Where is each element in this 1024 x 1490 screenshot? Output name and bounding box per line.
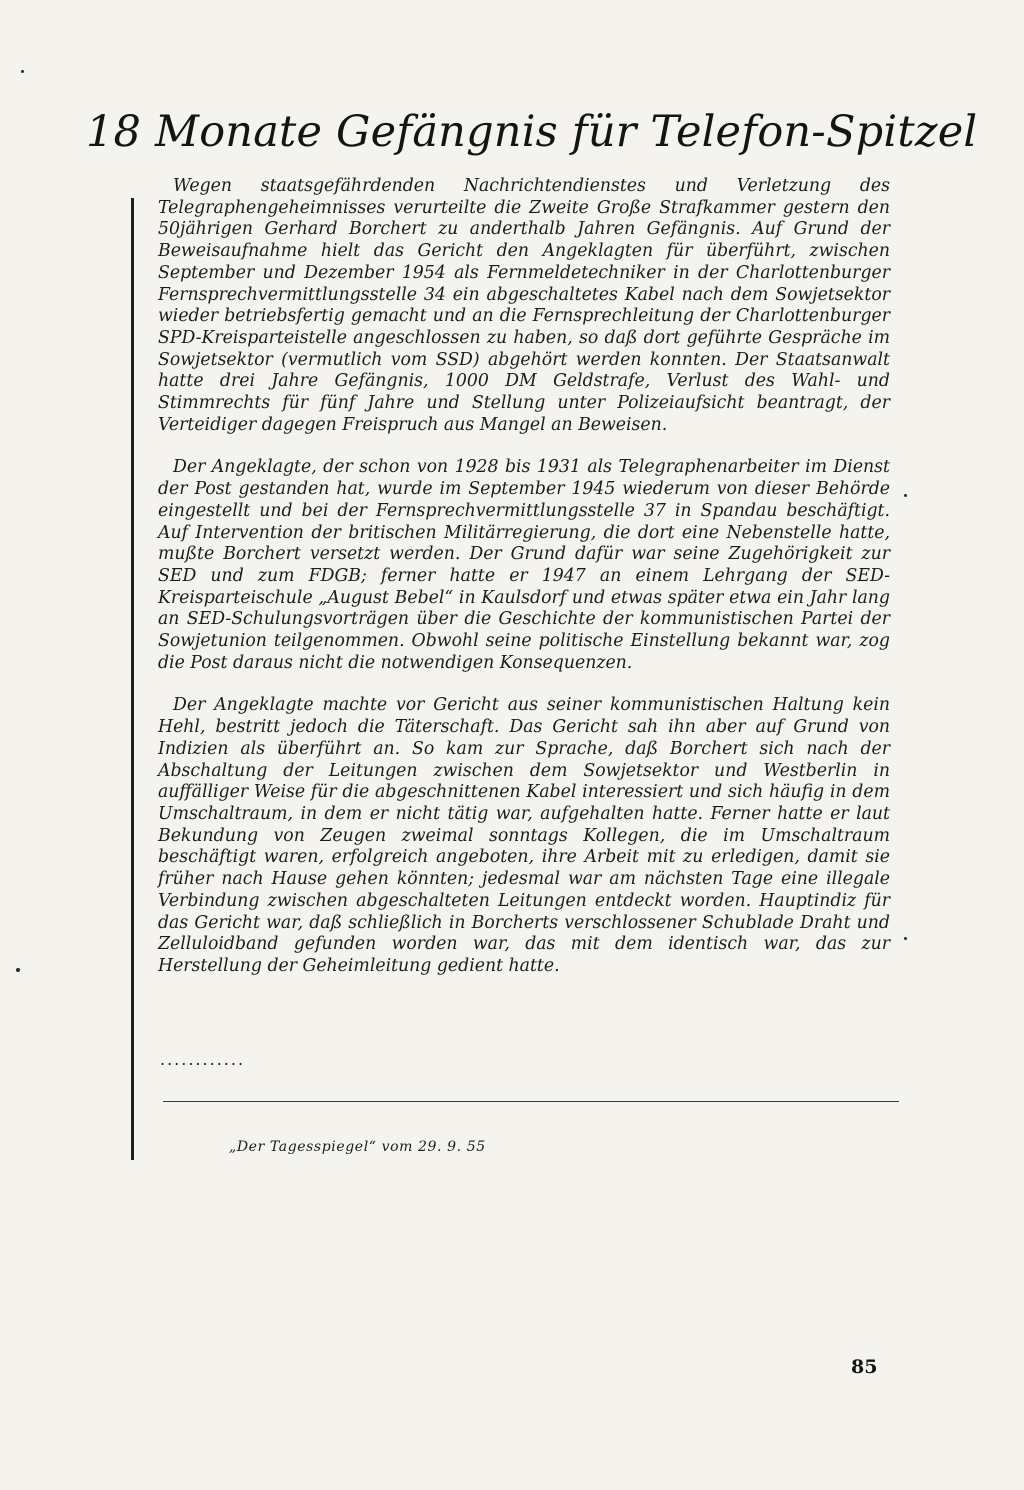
- footnote-divider: [163, 1101, 899, 1102]
- paper-speck: [21, 70, 24, 73]
- paper-speck: [904, 937, 907, 940]
- paper-speck: [904, 494, 907, 497]
- paper-speck: [16, 968, 20, 972]
- page-title: 18 Monate Gefängnis für Telefon-Spitzel: [86, 107, 978, 157]
- article-paragraph-2: Der Angeklagte, der schon von 1928 bis 1931 als Telegraphenarbeiter im Dienst der Post gestanden hat, wurde im September 1945 wiederum von dieser Behörde eingestellt und bei der Fernsprechvermittlungsstelle 37 in Spandau beschäftigt. Auf Intervention der britischen Militärregierung, die dort eine Nebenstelle hatte, mußte Borchert versetzt werden. Der Grund dafür war seine Zugehörigkeit zur SED und zum FDGB; ferner hatte er 1947 an einem Lehrgang der SED-Kreisparteischule „August Bebel“ in Kaulsdorf und etwas später etwa ein Jahr lang an SED-Schulungsvorträgen über die Geschichte der kommunistischen Partei der Sowjetunion teilgenommen. Obwohl seine politische Einstellung bekannt war, zog die Post daraus nicht die notwendigen Konsequenzen.: [158, 457, 890, 673]
- omission-dots: ............: [160, 1050, 246, 1069]
- article-paragraph-1: Wegen staatsgefährdenden Nachrichtendienstes und Verletzung des Telegraphengeheimnisses verurteilte die Zweite Große Strafkammer gestern den 50jährigen Gerhard Borchert zu anderthalb Jahren Gefängnis. Auf Grund der Beweisaufnahme hielt das Gericht den Angeklagten für überführt, zwischen September und Dezember 1954 als Fernmeldetechniker in der Charlottenburger Fernsprechvermittlungsstelle 34 ein abgeschaltetes Kabel nach dem Sowjetsektor wieder betriebsfertig gemacht und an die Fernsprechleitung der Charlottenburger SPD-Kreisparteistelle angeschlossen zu haben, so daß dort geführte Gespräche im Sowjetsektor (vermutlich vom SSD) abgehört werden konnten. Der Staatsanwalt hatte drei Jahre Gefängnis, 1000 DM Geldstrafe, Verlust des Wahl- und Stimmrechts für fünf Jahre und Stellung unter Polizeiaufsicht beantragt, der Verteidiger dagegen Freispruch aus Mangel an Beweisen.: [158, 176, 890, 435]
- article-body: [158, 176, 890, 978]
- margin-rule: [131, 198, 134, 1160]
- page-number: 85: [851, 1356, 878, 1378]
- source-citation: „Der Tagesspiegel“ vom 29. 9. 55: [229, 1139, 486, 1155]
- article-paragraph-3: Der Angeklagte machte vor Gericht aus seiner kommunistischen Haltung kein Hehl, bestritt jedoch die Täterschaft. Das Gericht sah ihn aber auf Grund von Indizien als überführt an. So kam zur Sprache, daß Borchert sich nach der Abschaltung der Leitungen zwischen dem Sowjetsektor und Westberlin in auffälliger Weise für die abgeschnittenen Kabel interessiert und sich häufig in dem Umschaltraum, in dem er nicht tätig war, aufgehalten hatte. Ferner hatte er laut Bekundung von Zeugen zweimal sonntags Kollegen, die im Umschaltraum beschäftigt waren, erfolgreich angeboten, ihre Arbeit mit zu erledigen, damit sie früher nach Hause gehen könnten; jedesmal war am nächsten Tage eine illegale Verbindung zwischen abgeschalteten Leitungen entdeckt worden. Hauptindiz für das Gericht war, daß schließlich in Borcherts verschlossener Schublade Draht und Zelluloidband gefunden worden war, das mit dem identisch war, das zur Herstellung der Geheimleitung gedient hatte.: [158, 695, 890, 976]
